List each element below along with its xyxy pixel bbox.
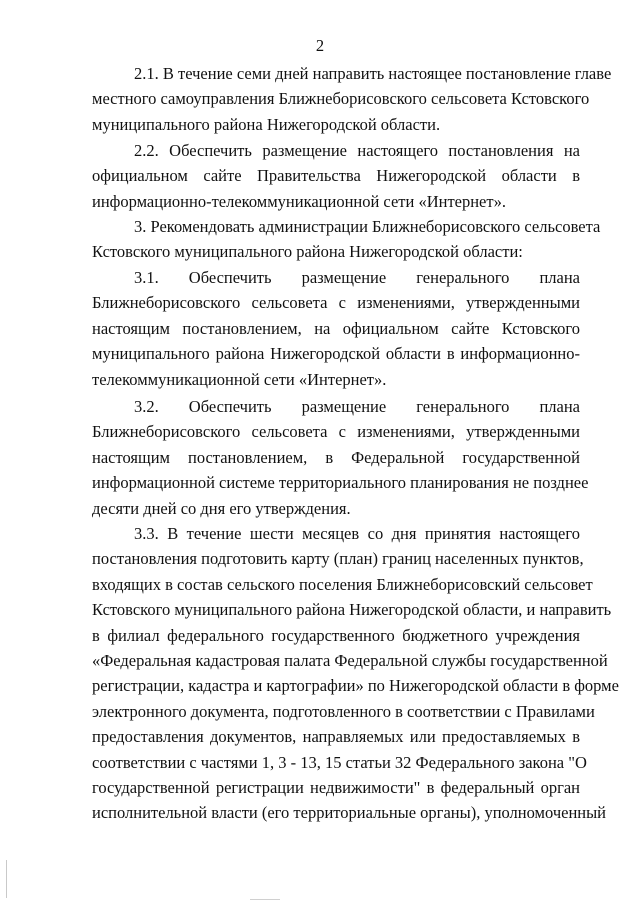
paragraph-3-3 — [92, 521, 619, 826]
paragraph-2-2 — [92, 138, 580, 214]
text-line: Кстовского муниципального района Нижегородской области, и направить — [92, 600, 612, 620]
paragraph-2-1 — [92, 61, 612, 137]
text-line: постановления подготовить карту (план) границ населенных пунктов, — [92, 549, 584, 569]
text-line: 3. Рекомендовать администрации Ближнеборисовского сельсовета — [134, 217, 601, 236]
page-number: 2 — [315, 36, 325, 55]
text-line: государственной регистрации недвижимости" в федеральный орган — [92, 778, 580, 798]
text-line: 2.1. В течение семи дней направить настоящее постановление главе — [134, 64, 612, 83]
text-line: предоставления документов, направляемых или предоставляемых в — [92, 727, 580, 747]
text-line: настоящим постановлением, на официальном сайте Кстовского — [92, 318, 580, 338]
text-line: муниципального района Нижегородской области. — [92, 114, 441, 134]
text-line: телекоммуникационной сети «Интернет». — [92, 369, 387, 389]
text-line: настоящим постановлением, в Федеральной государственной — [92, 447, 580, 467]
text-line: регистрации, кадастра и картографии» по Нижегородской области в форме — [92, 676, 619, 696]
text-line: 2.2. Обеспечить размещение настоящего постановления на — [134, 141, 580, 160]
text-line: местного самоуправления Ближнеборисовского сельсовета Кстовского — [92, 89, 590, 109]
text-line: официальном сайте Правительства Нижегородской области в — [92, 166, 580, 186]
paragraph-3-2 — [92, 394, 589, 521]
text-line: «Федеральная кадастровая палата Федеральной службы государственной — [92, 651, 608, 671]
paragraph-3-1 — [92, 265, 580, 392]
text-line: Ближнеборисовского сельсовета с изменениями, утвержденными — [92, 422, 580, 442]
text-line: десяти дней со дня его утверждения. — [92, 498, 351, 518]
text-line: 3.3. В течение шести месяцев со дня принятия настоящего — [134, 524, 580, 543]
text-line: информационной системе территориального планирования не позднее — [92, 473, 589, 493]
text-line: входящих в состав сельского поселения Ближнеборисовский сельсовет — [92, 574, 593, 594]
text-line: Кстовского муниципального района Нижегородской области: — [92, 242, 523, 262]
text-line: информационно-телекоммуникационной сети «Интернет». — [92, 191, 506, 211]
text-line: муниципального района Нижегородской области в информационно- — [92, 344, 580, 364]
text-line: исполнительной власти (его территориальные органы), уполномоченный — [92, 803, 607, 823]
text-line: в филиал федерального государственного бюджетного учреждения — [92, 625, 580, 645]
text-line: 3.2. Обеспечить размещение генерального плана — [134, 397, 580, 416]
scan-artifact-left — [6, 860, 7, 898]
text-line: Ближнеборисовского сельсовета с изменениями, утвержденными — [92, 293, 580, 313]
text-line: 3.1. Обеспечить размещение генерального плана — [134, 268, 580, 287]
text-line: соответствии с частями 1, 3 - 13, 15 статьи 32 Федерального закона "О — [92, 752, 587, 772]
text-line: электронного документа, подготовленного в соответствии с Правилами — [92, 701, 595, 721]
paragraph-3 — [92, 214, 601, 265]
scan-artifact-bottom — [250, 899, 280, 900]
